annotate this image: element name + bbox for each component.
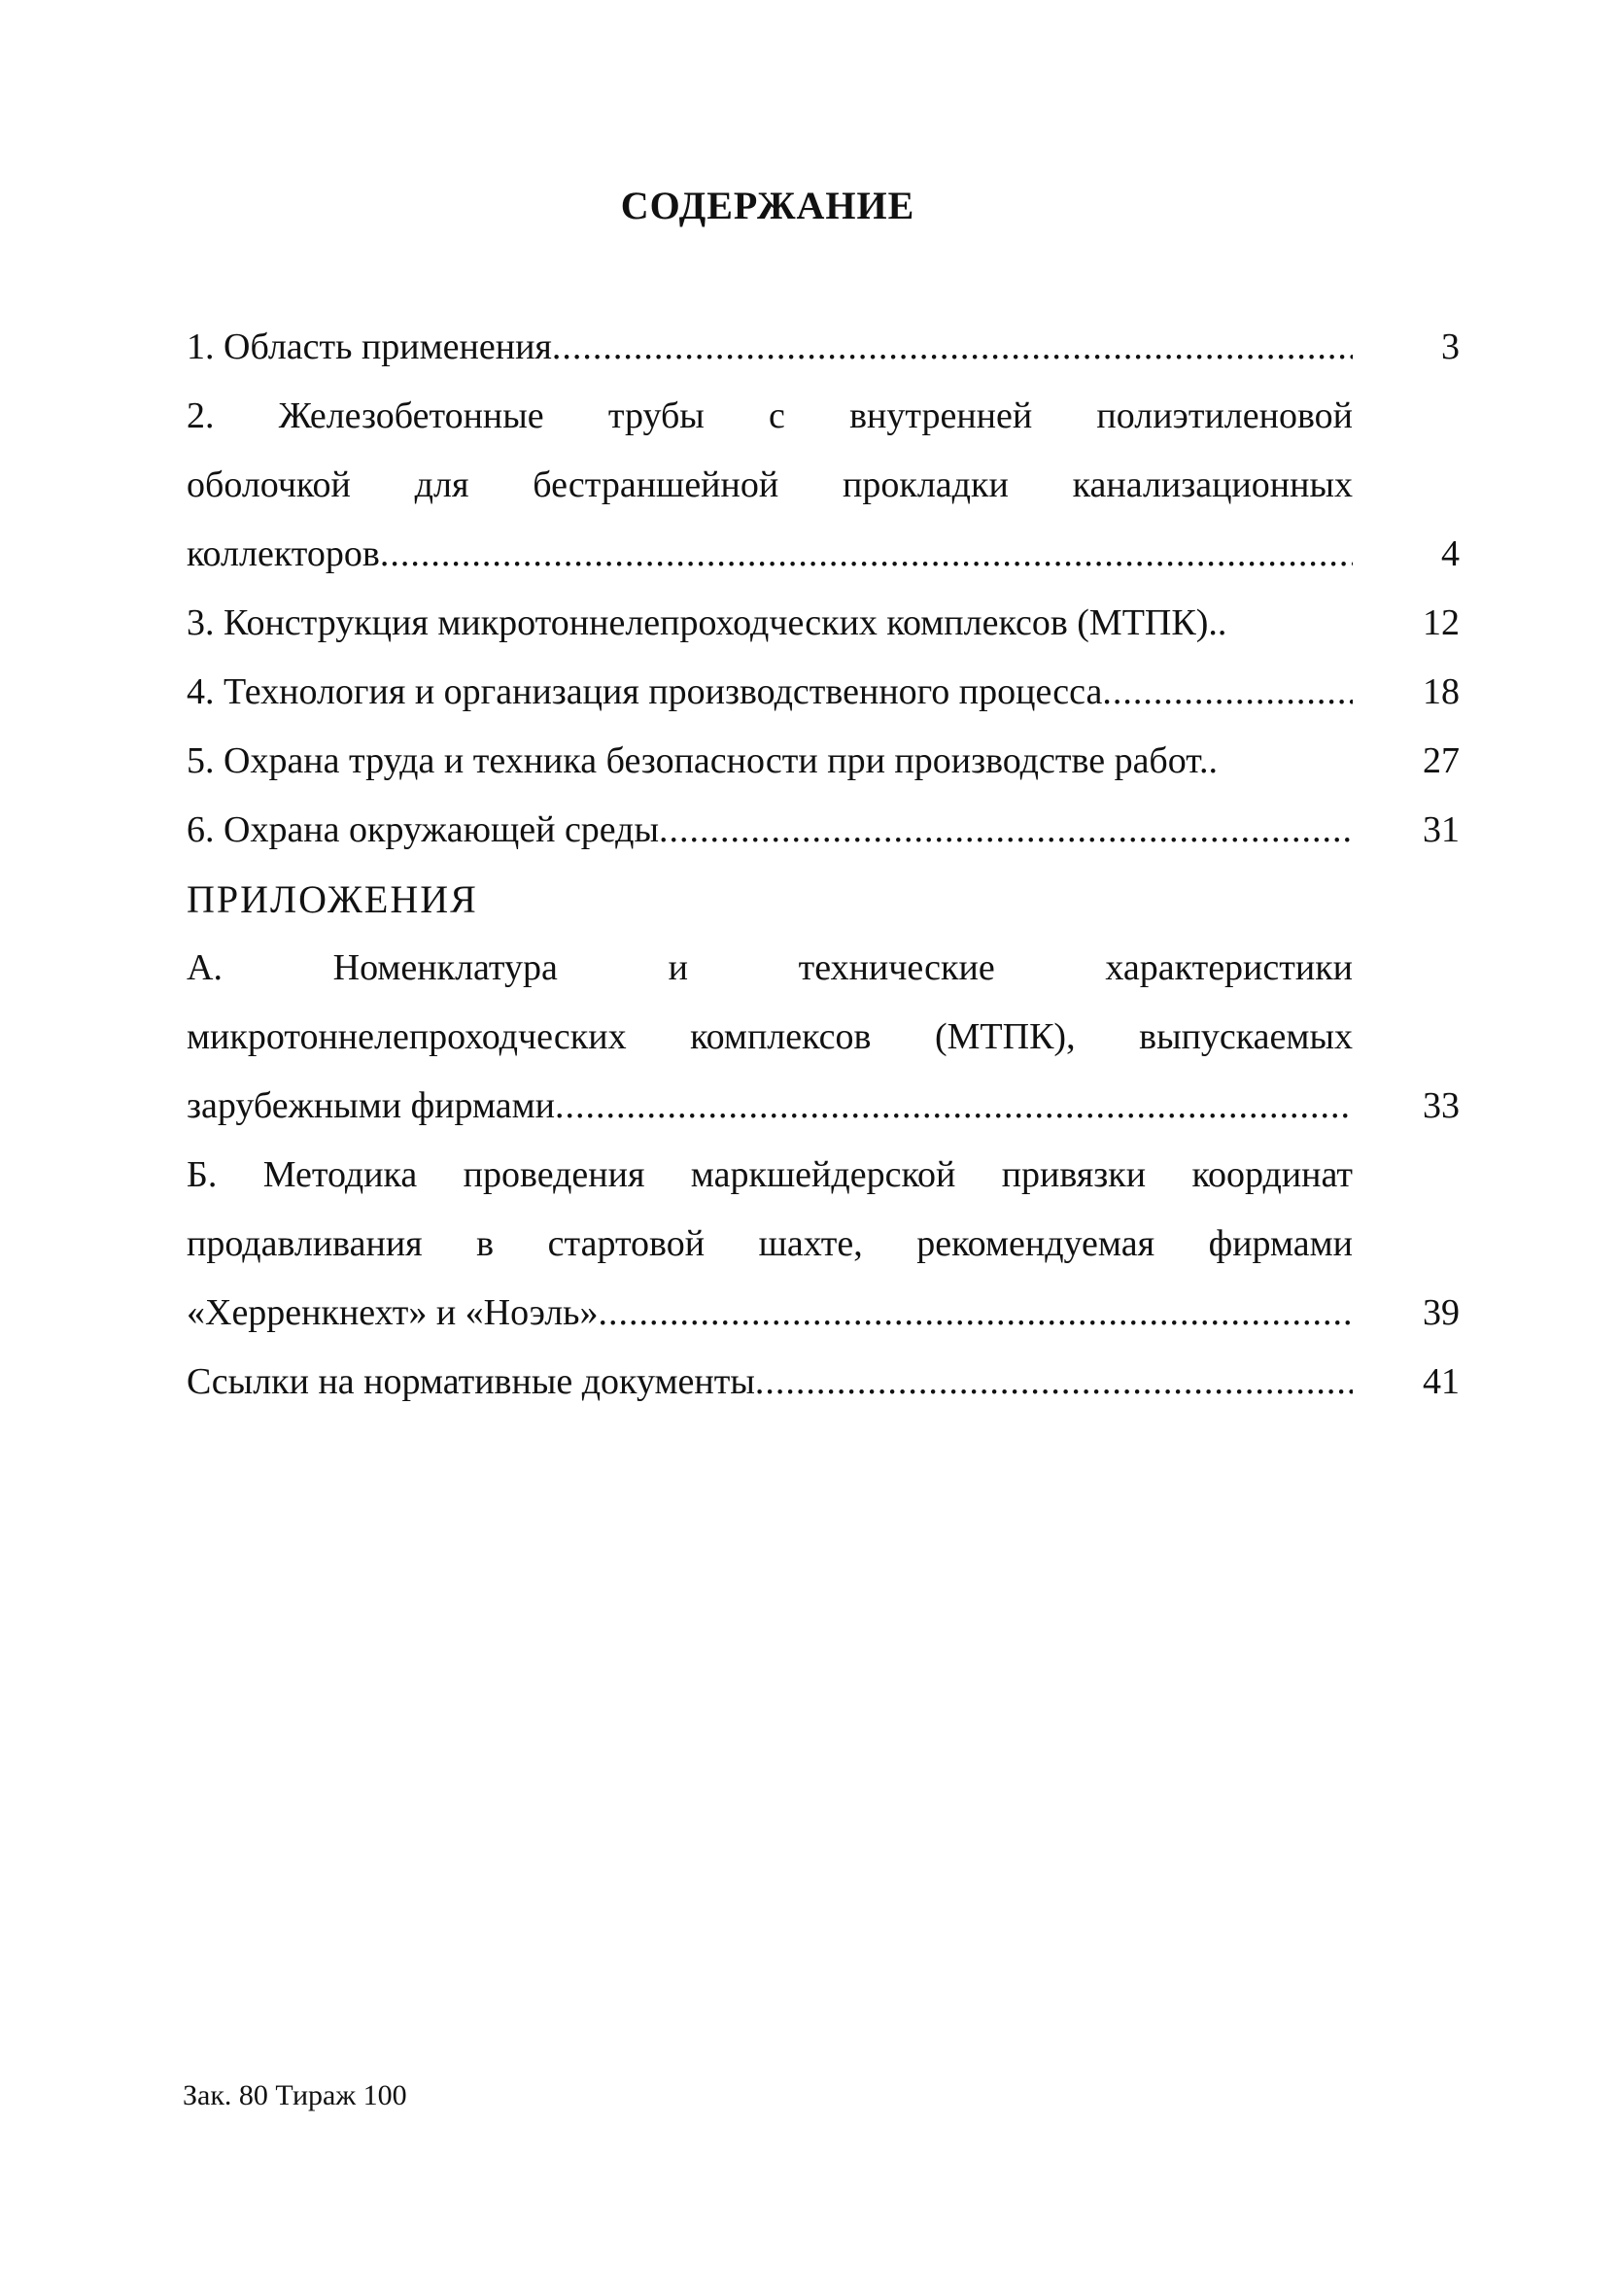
dot-leader xyxy=(552,313,1353,382)
toc-page-number: 27 xyxy=(1423,740,1460,781)
toc-entry-title: 3. Конструкция микротоннелепроходческих комплексов (МТПК).. xyxy=(187,602,1227,643)
toc-page-number: 41 xyxy=(1423,1361,1460,1402)
toc-entry-3[interactable] xyxy=(187,589,1460,658)
dot-leader xyxy=(555,1072,1353,1141)
toc-entry-title: 4. Технология и организация производственного процесса xyxy=(187,671,1103,712)
dot-leader xyxy=(599,1279,1354,1348)
toc-page-number: 12 xyxy=(1423,602,1460,643)
toc-entry-title-line: Б. Методика проведения маркшейдерской привязки координат xyxy=(187,1154,1353,1195)
toc-page-number: 3 xyxy=(1441,326,1460,367)
dot-leader xyxy=(659,796,1353,865)
dot-leader xyxy=(1102,658,1353,727)
toc-entry-title-line: А. Номенклатура и технические характеристики xyxy=(187,947,1353,988)
toc-page-number: 18 xyxy=(1423,671,1460,712)
toc-entry-title: Ссылки на нормативные документы xyxy=(187,1361,755,1402)
toc-page-number: 31 xyxy=(1423,809,1460,850)
toc-appendix-a[interactable] xyxy=(187,934,1460,1141)
table-of-contents xyxy=(187,313,1460,1417)
toc-appendix-b[interactable] xyxy=(187,1141,1460,1348)
toc-page-number: 4 xyxy=(1441,533,1460,574)
toc-entry-4[interactable] xyxy=(187,658,1460,727)
page-title: СОДЕРЖАНИЕ xyxy=(620,184,915,227)
dot-leader xyxy=(755,1348,1353,1417)
toc-page-number: 33 xyxy=(1423,1085,1460,1126)
dot-leader xyxy=(380,520,1353,589)
toc-entry-title-line: 2. Железобетонные трубы с внутренней полиэтиленовой xyxy=(187,395,1353,436)
toc-entry-title: 1. Область применения xyxy=(187,326,552,367)
toc-entry-title-line: микротоннелепроходческих комплексов (МТПК), выпускаемых xyxy=(187,1016,1353,1057)
toc-page-number: 39 xyxy=(1423,1292,1460,1333)
print-run-footer: Зак. 80 Тираж 100 xyxy=(183,2079,407,2111)
toc-references[interactable] xyxy=(187,1348,1460,1417)
toc-entry-5[interactable] xyxy=(187,727,1460,796)
toc-entry-title-line: «Херренкнехт» и «Ноэль» xyxy=(187,1292,599,1333)
toc-entry-title: 6. Охрана окружающей среды xyxy=(187,809,660,850)
toc-entry-title-line: зарубежными фирмами xyxy=(187,1085,555,1126)
toc-entry-title-line: продавливания в стартовой шахте, рекомендуемая фирмами xyxy=(187,1223,1353,1264)
appendix-heading: ПРИЛОЖЕНИЯ xyxy=(187,877,478,921)
toc-entry-2[interactable] xyxy=(187,382,1460,589)
toc-entry-1[interactable] xyxy=(187,313,1460,382)
toc-entry-title-line: оболочкой для бестраншейной прокладки канализационных xyxy=(187,464,1353,505)
toc-entry-title: 5. Охрана труда и техника безопасности при производстве работ.. xyxy=(187,740,1219,781)
toc-entry-title-line: коллекторов xyxy=(187,533,380,574)
toc-entry-6[interactable] xyxy=(187,796,1460,865)
